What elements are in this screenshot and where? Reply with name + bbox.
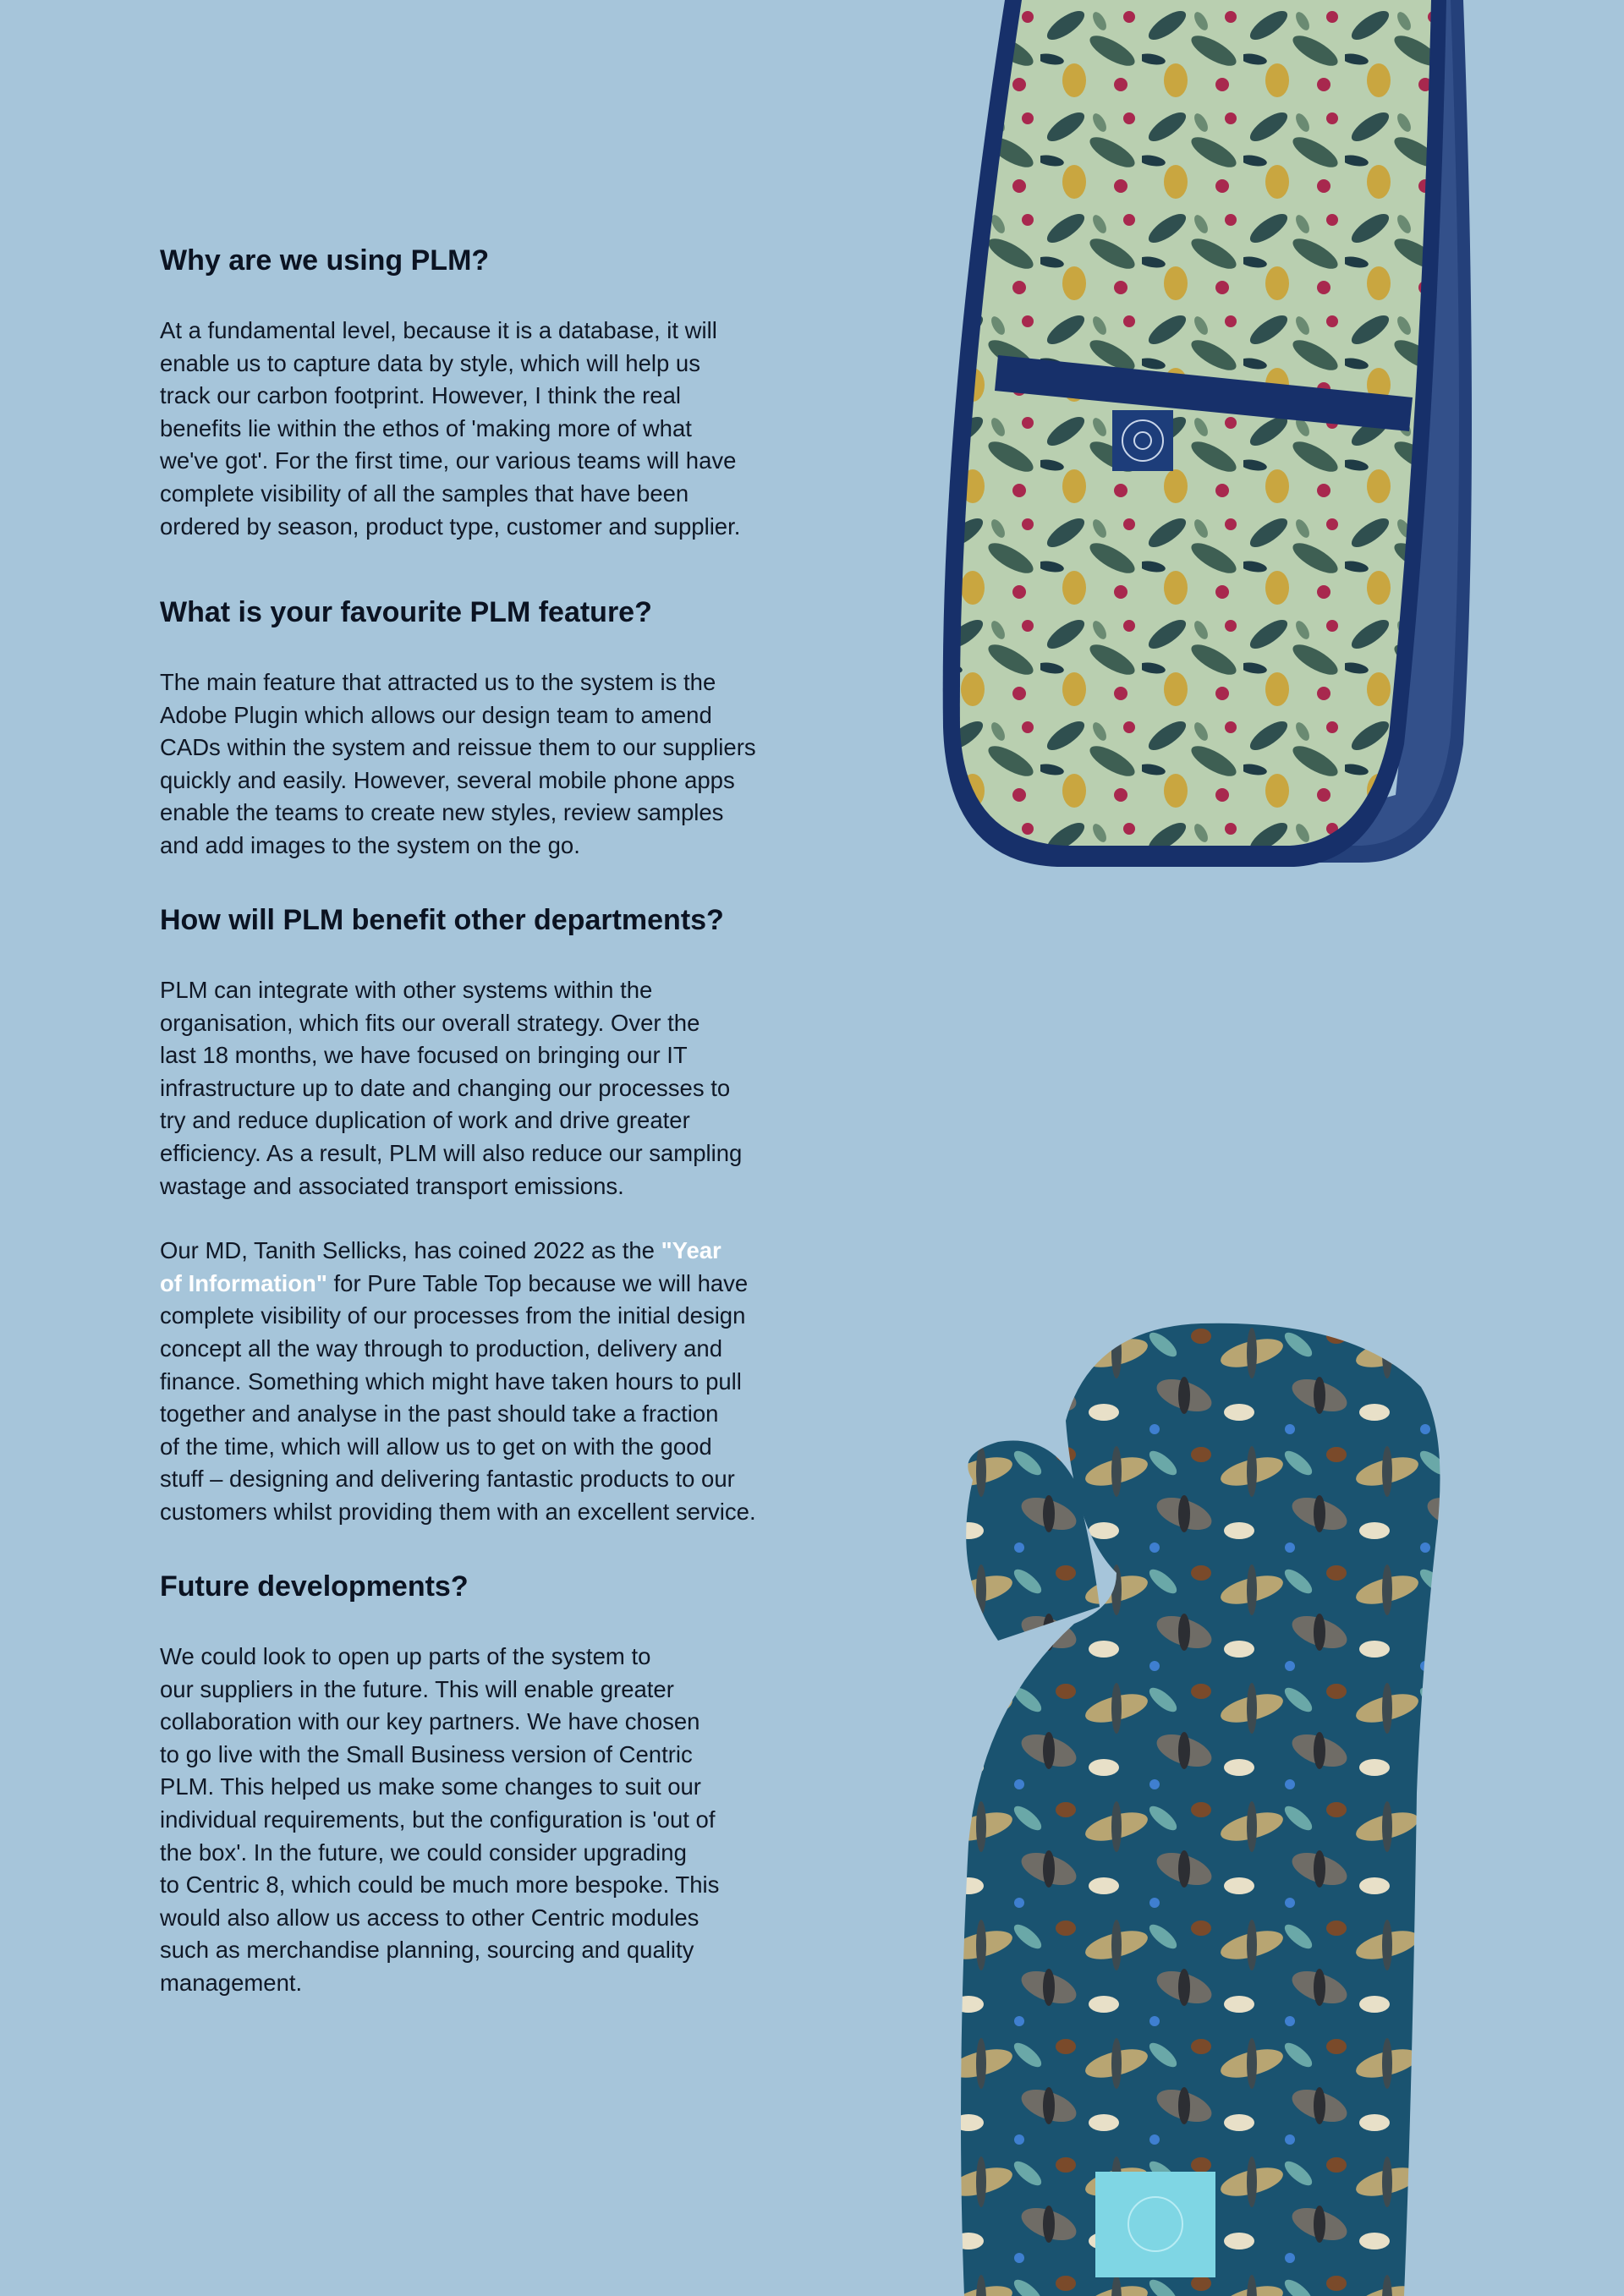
section-other-departments xyxy=(160,901,786,1529)
section-paragraph: The main feature that attracted us to the system is the Adobe Plugin which allows our design team to amend CADs within the system and reissue them to our suppliers quickly and easily. However, several mobile phone apps enable the teams to create new styles, review samples and add images to the system on the go. xyxy=(160,669,756,858)
section-future-developments xyxy=(160,1568,769,2000)
year-of-information-highlight: "Year of Information" xyxy=(160,1237,721,1296)
brand-label-icon xyxy=(1095,2172,1215,2277)
section-heading: How will PLM benefit other departments? xyxy=(160,904,724,936)
section-heading: Future developments? xyxy=(160,1570,469,1603)
section-favourite-feature xyxy=(160,594,769,863)
section-paragraph: At a fundamental level, because it is a database, it will enable us to capture data by style, which will help us track our carbon footprint. However, I think the real benefits lie within the ethos of 'making more of what we've got'. For the first time, our various teams will have complete visibility of all the samples that have been ordered by season, product type, customer and supplier. xyxy=(160,317,741,540)
section-heading: What is your favourite PLM feature? xyxy=(160,596,652,628)
section-heading: Why are we using PLM? xyxy=(160,244,490,277)
double-oven-glove-botanical-icon xyxy=(939,0,1480,879)
paragraph-text-after: for Pure Table Top because we will have complete visibility of our processes from the initial design concept all the way through to production, delivery and finance. Something which might have taken hours to pull together and analyse in the past should take a fraction of the time, which will allow us to get on with the good stuff – designing and delivering fantastic products to our customers whilst providing them with an excellent service. xyxy=(160,1269,756,1525)
section-paragraph: PLM can integrate with other systems within the organisation, which fits our overall strategy. Over the last 18 months, we have focused on bringing our IT infrastructure up to date and changing our processes to try and reduce duplication of work and drive greater efficiency. As a result, PLM will also reduce our sampling wastage and associated transport emissions. xyxy=(160,977,743,1199)
paragraph-text-before: Our MD, Tanith Sellicks, has coined 2022 as the xyxy=(160,1237,661,1264)
section-why-plm xyxy=(160,242,769,543)
oven-mitt-insect-print-icon xyxy=(947,1319,1506,2296)
section-paragraph: We could look to open up parts of the system to our suppliers in the future. This will enable greater collaboration with our key partners. We have chosen to go live with the Small Business version of Centric PLM. This helped us make some changes to suit our individual requirements, but the configuration is 'out of the box'. In the future, we could consider upgrading to Centric 8, which could be much more bespoke. This would also allow us access to other Centric modules such as merchandise planning, sourcing and quality management. xyxy=(160,1643,720,1996)
section-paragraph-year-of-information xyxy=(160,1235,786,1528)
brand-label-icon xyxy=(1112,410,1173,471)
